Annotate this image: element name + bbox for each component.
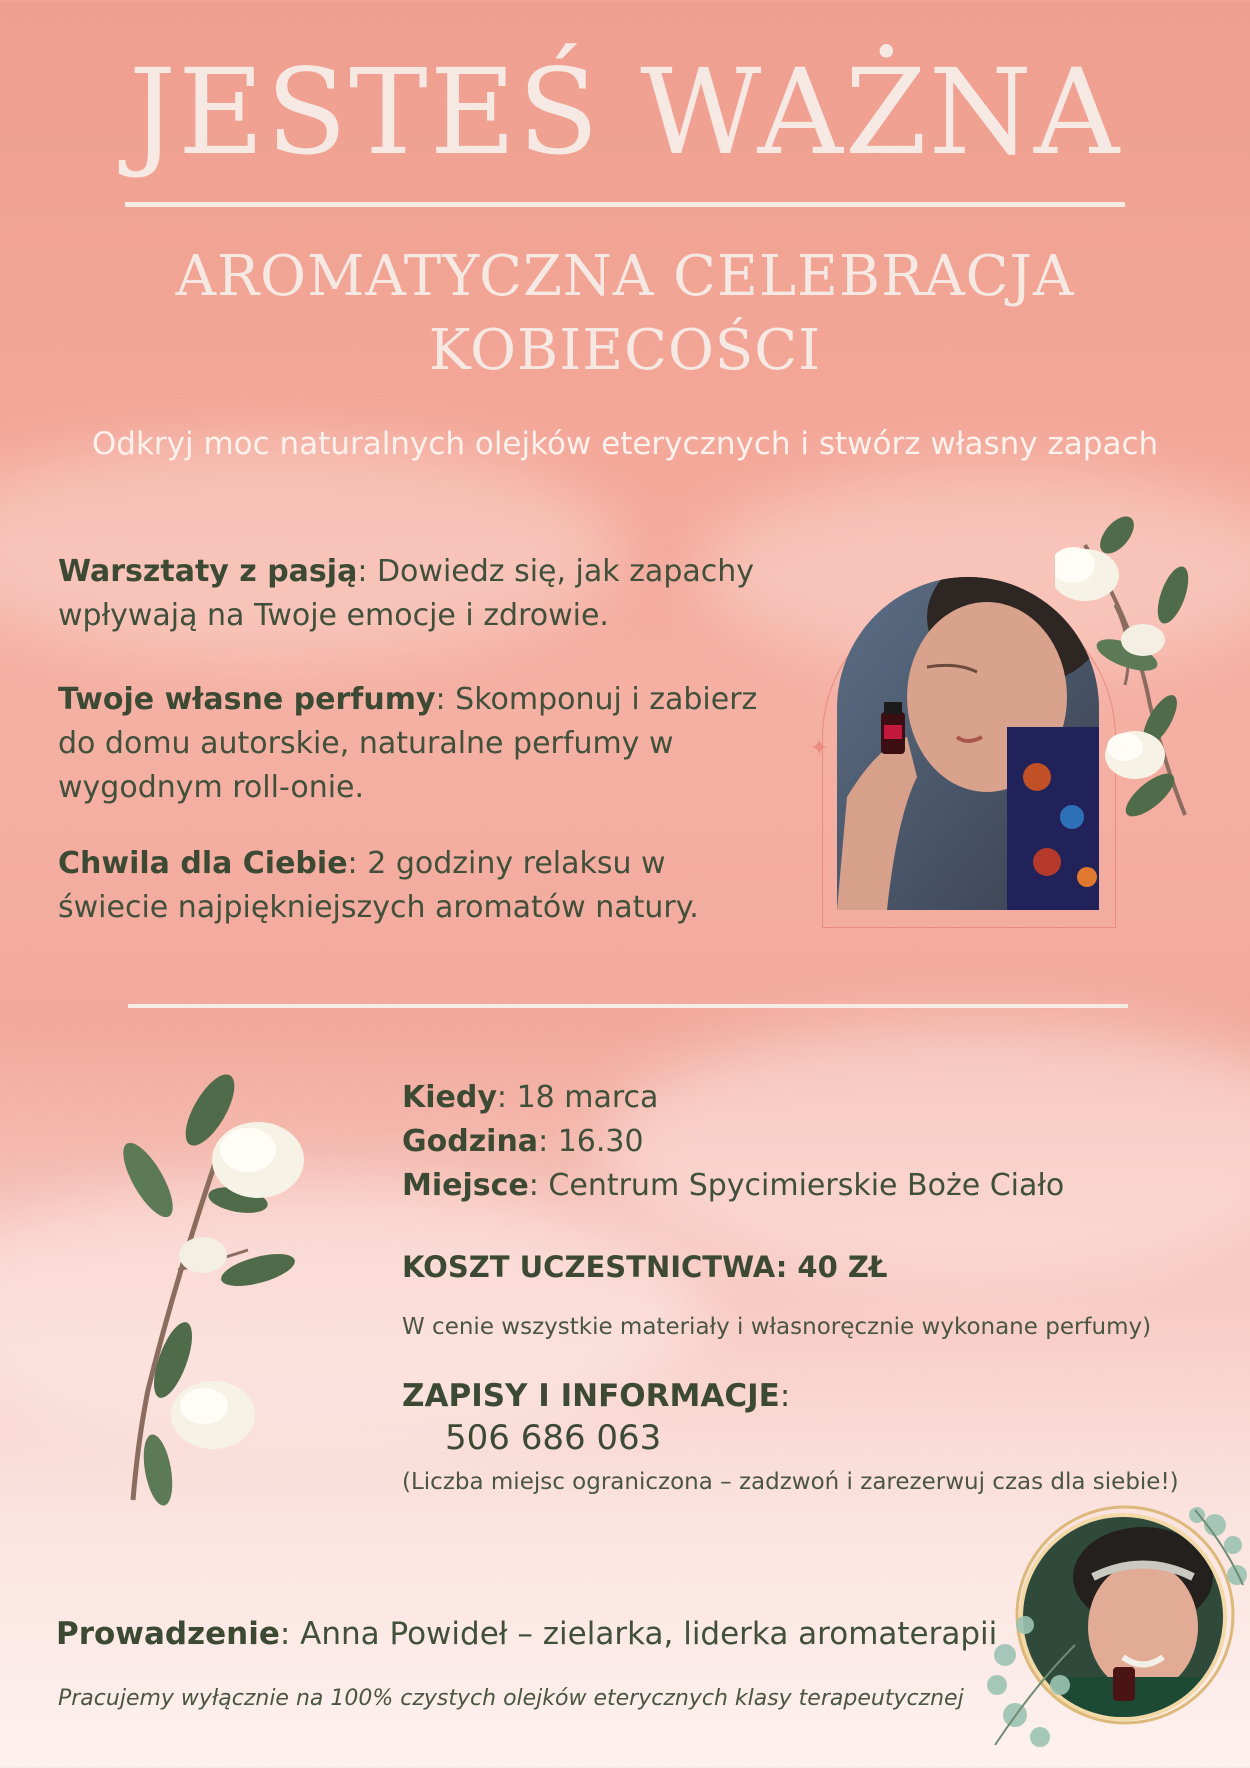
place-value: : Centrum Spycimierskie Boże Ciało — [528, 1168, 1065, 1203]
feature-text: : Dowiedz się, jak zapachy wpływają na Twoje emocje i zdrowie. — [58, 554, 755, 633]
event-place — [402, 1164, 1064, 1208]
middle-divider — [128, 1004, 1128, 1008]
time-label: Godzina — [402, 1124, 539, 1159]
sparkle-icon: ✦ — [810, 736, 829, 761]
cost-note: W cenie wszystkie materiały i własnoręcznie wykonane perfumy) — [402, 1314, 1152, 1340]
leader-value: : Anna Powideł – zielarka, liderka aromaterapii — [279, 1616, 998, 1652]
event-subtitle — [140, 240, 1110, 388]
phone-number[interactable]: 506 686 063 — [445, 1418, 662, 1458]
feature-workshops — [58, 550, 798, 638]
limited-seats-note: (Liczba miejsc ograniczona – zadzwoń i zarezerwuj czas dla siebie!) — [402, 1469, 1179, 1495]
participation-cost: KOSZT UCZESTNICTWA: 40 ZŁ — [402, 1250, 888, 1284]
magnolia-branch-icon — [118, 1070, 318, 1514]
date-label: Kiedy — [402, 1080, 497, 1115]
signup-colon: : — [779, 1378, 791, 1414]
signup-label: ZAPISY I INFORMACJE — [402, 1378, 780, 1414]
background-cloud — [600, 1020, 1250, 1280]
place-label: Miejsce — [402, 1168, 529, 1203]
top-divider — [125, 202, 1125, 207]
feature-perfume — [58, 678, 798, 810]
page-title: JESTEŚ WAŻNA — [128, 43, 1122, 181]
magnolia-branch-icon — [1055, 505, 1205, 829]
feature-title: Chwila dla Ciebie — [58, 846, 348, 881]
event-time — [402, 1120, 644, 1164]
feature-text: : 2 godziny relaksu w świecie najpiękniejszych aromatów natury. — [58, 846, 699, 925]
event-date — [402, 1076, 658, 1120]
subtitle-line-1: AROMATYCZNA CELEBRACJA — [175, 244, 1075, 309]
feature-relax — [58, 842, 748, 930]
feature-title: Warsztaty z pasją — [58, 554, 358, 589]
tagline: Odkryj moc naturalnych olejków eterycznych i stwórz własny zapach — [91, 426, 1159, 462]
subtitle-line-2: KOBIECOŚCI — [428, 318, 822, 383]
workshop-leader — [56, 1616, 997, 1652]
feature-text: : Skomponuj i zabierz do domu autorskie, naturalne perfumy w wygodnym roll-onie. — [58, 682, 758, 805]
date-value: : 18 marca — [496, 1080, 659, 1115]
leader-label: Prowadzenie — [56, 1616, 280, 1652]
feature-title: Twoje własne perfumy — [58, 682, 436, 717]
eucalyptus-icon — [985, 1505, 1250, 1764]
signup-heading — [402, 1378, 790, 1414]
time-value: : 16.30 — [538, 1124, 644, 1159]
footer-note: Pracujemy wyłącznie na 100% czystych olejków eterycznych klasy terapeutycznej — [58, 1686, 964, 1711]
